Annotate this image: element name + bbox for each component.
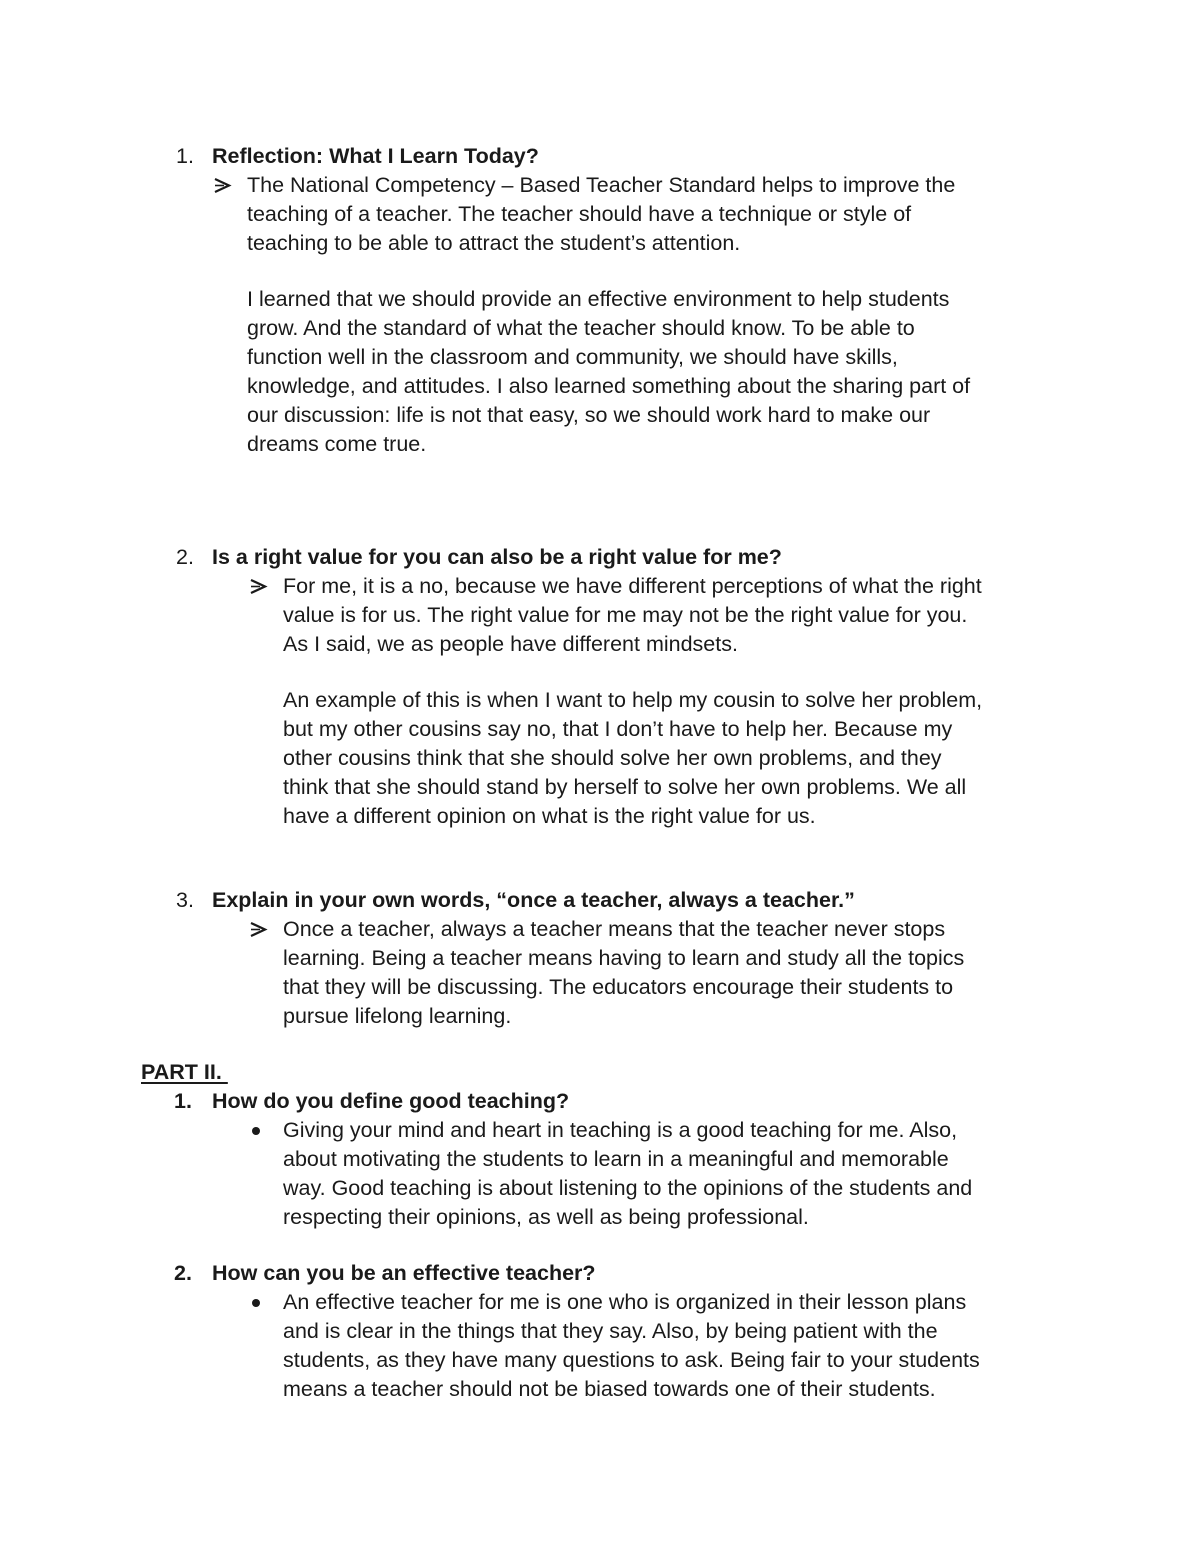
- question-title: Explain in your own words, “once a teacher, always a teacher.”: [212, 888, 855, 912]
- answer-line: grow. And the standard of what the teacher should know. To be able to: [247, 316, 915, 340]
- answer-line: but my other cousins say no, that I don’t have to help her. Because my: [283, 717, 953, 741]
- answer-paragraph: [283, 1288, 980, 1404]
- part2-question-1-heading: [0, 1087, 1200, 1116]
- answer-line: Giving your mind and heart in teaching is a good teaching for me. Also,: [283, 1118, 958, 1142]
- answer-line: our discussion: life is not that easy, so we should work hard to make our: [247, 403, 931, 427]
- answer-line: means a teacher should not be biased towards one of their students.: [283, 1377, 936, 1401]
- answer-line: The National Competency – Based Teacher Standard helps to improve the: [247, 173, 956, 197]
- question-3-heading: [0, 886, 1200, 915]
- answer-line: learning. Being a teacher means having to learn and study all the topics: [283, 946, 965, 970]
- question-1-heading: [0, 142, 1200, 171]
- question-number: 2.: [174, 1261, 192, 1285]
- question-title: How do you define good teaching?: [212, 1089, 570, 1113]
- part-ii-heading: PART II.: [141, 1060, 228, 1084]
- dot-bullet-icon: [248, 1288, 272, 1317]
- question-title: Reflection: What I Learn Today?: [212, 144, 539, 168]
- answer-line: Once a teacher, always a teacher means that the teacher never stops: [283, 917, 946, 941]
- answer-line: have a different opinion on what is the right value for us.: [283, 804, 816, 828]
- answer-line: An example of this is when I want to help my cousin to solve her problem,: [283, 688, 983, 712]
- part2-question-2-heading: [0, 1259, 1200, 1288]
- answer-line: As I said, we as people have different mindsets.: [283, 632, 738, 656]
- answer-line: For me, it is a no, because we have different perceptions of what the right: [283, 574, 982, 598]
- answer-line: students, as they have many questions to ask. Being fair to your students: [283, 1348, 980, 1372]
- dot-bullet-icon: [248, 1116, 272, 1145]
- answer-paragraph: [283, 915, 964, 1031]
- answer-line: An effective teacher for me is one who is organized in their lesson plans: [283, 1290, 967, 1314]
- answer-paragraph: [283, 686, 982, 831]
- question-number: 2.: [176, 545, 194, 569]
- answer-paragraph: [283, 572, 982, 659]
- answer-paragraph: [247, 285, 970, 459]
- question-title: How can you be an effective teacher?: [212, 1261, 596, 1285]
- answer-line: think that she should stand by herself to solve her own problems. We all: [283, 775, 967, 799]
- answer-line: pursue lifelong learning.: [283, 1004, 512, 1028]
- answer-line: about motivating the students to learn in a meaningful and memorable: [283, 1147, 949, 1171]
- answer-line: and is clear in the things that they say. Also, by being patient with the: [283, 1319, 938, 1343]
- question-number: 1.: [174, 1089, 192, 1113]
- answer-line: I learned that we should provide an effective environment to help students: [247, 287, 950, 311]
- arrow-bullet-icon: [248, 915, 272, 944]
- question-number: 1.: [176, 144, 194, 168]
- question-title: Is a right value for you can also be a right value for me?: [212, 545, 782, 569]
- answer-line: dreams come true.: [247, 432, 427, 456]
- answer-paragraph: [283, 1116, 972, 1232]
- answer-line: respecting their opinions, as well as being professional.: [283, 1205, 809, 1229]
- answer-line: value is for us. The right value for me may not be the right value for you.: [283, 603, 968, 627]
- arrow-bullet-icon: [248, 572, 272, 601]
- answer-line: knowledge, and attitudes. I also learned something about the sharing part of: [247, 374, 971, 398]
- question-number: 3.: [176, 888, 194, 912]
- answer-line: teaching of a teacher. The teacher should have a technique or style of: [247, 202, 912, 226]
- arrow-bullet-icon: [212, 171, 236, 200]
- answer-line: other cousins think that she should solve her own problems, and they: [283, 746, 942, 770]
- answer-line: way. Good teaching is about listening to the opinions of the students and: [283, 1176, 973, 1200]
- question-2-heading: [0, 543, 1200, 572]
- answer-line: that they will be discussing. The educators encourage their students to: [283, 975, 954, 999]
- answer-line: function well in the classroom and community, we should have skills,: [247, 345, 898, 369]
- answer-line: teaching to be able to attract the student’s attention.: [247, 231, 741, 255]
- answer-paragraph: [247, 171, 955, 258]
